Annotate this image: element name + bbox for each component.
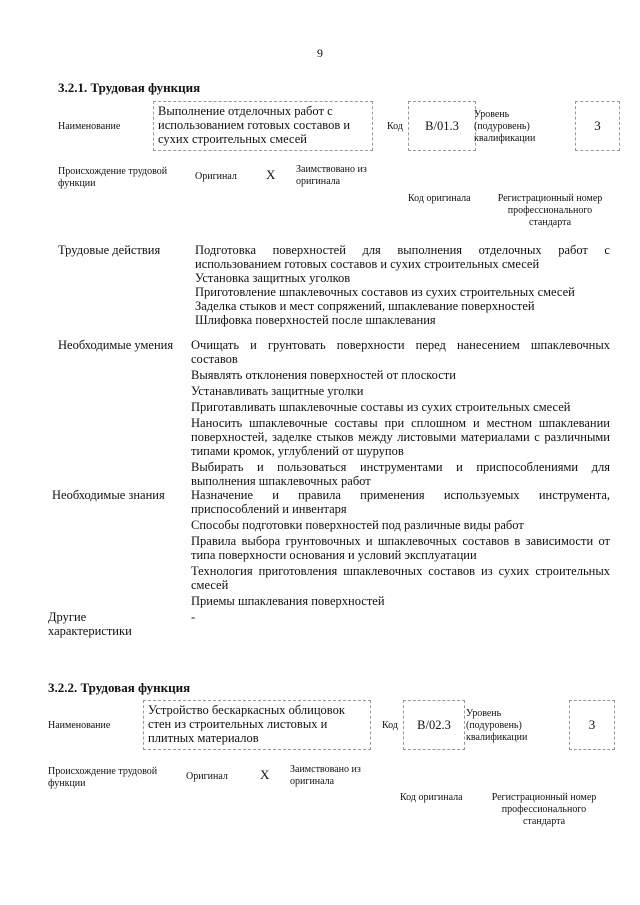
labor-actions-label: Трудовые действия (58, 243, 161, 257)
skills-list (191, 338, 610, 488)
list-item: Выбирать и пользоваться инструментами и приспособлениями для выполнения шпаклевочных работ (191, 460, 610, 488)
level-label: Уровень (подуровень) квалификации (474, 109, 536, 144)
name-label: Наименование (48, 720, 111, 731)
code-label: Код (382, 720, 398, 731)
level-label: Уровень (подуровень) квалификации (466, 708, 528, 743)
other-characteristics-label: Другие характеристики (48, 610, 132, 638)
other-characteristics-value: - (191, 610, 196, 624)
list-item: Выявлять отклонения поверхностей от плоскости (191, 368, 456, 382)
page-number: 9 (317, 46, 323, 60)
list-item: Заделка стыков и мест сопряжений, шпаклевание поверхностей (195, 299, 535, 313)
knowledge-list (191, 488, 610, 608)
list-item: Очищать и грунтовать поверхности перед нанесением шпаклевочных составов (191, 338, 610, 366)
original-code-label: Код оригинала (400, 792, 463, 803)
code-value-box: В/02.3 (403, 700, 465, 750)
skills-label: Необходимые умения (58, 338, 174, 352)
list-item: Приготовление шпаклевочных составов из сухих строительных смесей (195, 285, 575, 299)
labor-actions-items (195, 243, 610, 327)
section-heading: 3.2.1. Трудовая функция (58, 80, 201, 95)
origin-label: Происхождение трудовой функции (48, 766, 158, 789)
function-name-box: Выполнение отделочных работ с использованием готовых составов и сухих строительных смесей (153, 101, 373, 151)
list-item: Правила выбора грунтовочных и шпаклевочных составов в зависимости от типа поверхности основания и условий эксплуатации (191, 534, 610, 562)
list-item: Приготавливать шпаклевочные составы из сухих строительных смесей (191, 400, 571, 414)
list-item: Шлифовка поверхностей после шпаклевания (195, 313, 436, 327)
original-code-label: Код оригинала (408, 193, 471, 204)
list-item: Назначение и правила применения используемых инструмента, приспособлений и инвентаря (191, 488, 610, 516)
list-item: Подготовка поверхностей для выполнения отделочных работ с использованием готовых составов и сухих строительных смесей (195, 243, 610, 271)
registration-number-label: Регистрационный номер профессионального стандарта (491, 792, 597, 827)
registration-number-label: Регистрационный номер профессионального стандарта (497, 193, 603, 228)
code-label: Код (387, 121, 403, 132)
list-item: Приемы шпаклевания поверхностей (191, 594, 385, 608)
original-label: Оригинал (195, 171, 237, 182)
code-value-box: В/01.3 (408, 101, 476, 151)
knowledge-label: Необходимые знания (52, 488, 165, 502)
list-item: Способы подготовки поверхностей под различные виды работ (191, 518, 524, 532)
borrowed-label: Заимствовано из оригинала (296, 164, 367, 187)
list-item: Устанавливать защитные уголки (191, 384, 364, 398)
list-item: Наносить шпаклевочные составы при сплошном и местном шпаклевании поверхностей, заделке стыков между листовыми материалами с различными типами кромок, углублений от шурупов (191, 416, 610, 458)
section-heading: 3.2.2. Трудовая функция (48, 680, 191, 695)
original-mark: X (266, 167, 276, 182)
original-label: Оригинал (186, 771, 228, 782)
origin-label: Происхождение трудовой функции (58, 166, 168, 189)
level-value-box: 3 (569, 700, 615, 750)
level-value-box: 3 (575, 101, 620, 151)
name-label: Наименование (58, 121, 121, 132)
list-item: Технология приготовления шпаклевочных составов из сухих строительных смесей (191, 564, 610, 592)
function-name-box: Устройство бескаркасных облицовок стен из строительных листовых и плитных материалов (143, 700, 371, 750)
list-item: Установка защитных уголков (195, 271, 351, 285)
borrowed-label: Заимствовано из оригинала (290, 764, 361, 787)
original-mark: X (260, 767, 270, 782)
